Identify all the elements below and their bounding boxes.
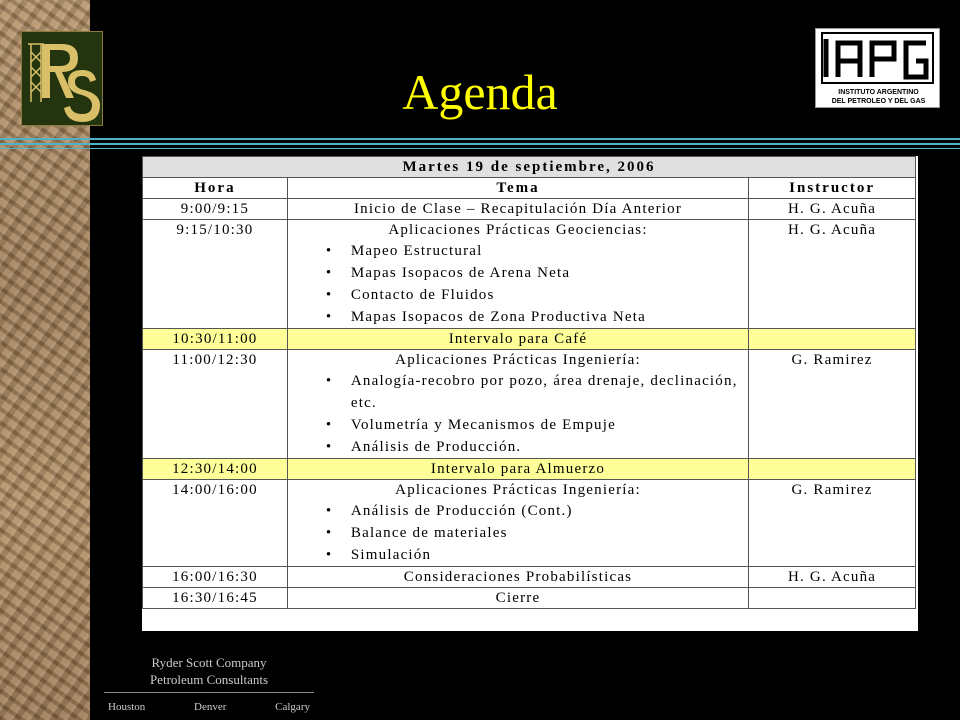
cell-instructor: G. Ramirez bbox=[749, 480, 916, 567]
tema-title: Inicio de Clase – Recapitulación Día Anterior bbox=[353, 201, 683, 217]
session-row bbox=[143, 220, 916, 329]
tema-title: Cierre bbox=[495, 590, 541, 606]
footer-cities bbox=[104, 701, 314, 715]
cell-hora: 9:00/9:15 bbox=[143, 199, 288, 220]
cell-hora: 10:30/11:00 bbox=[143, 329, 288, 350]
divider-rule bbox=[0, 143, 960, 145]
cell-instructor: H. G. Acuña bbox=[749, 220, 916, 329]
cell-tema bbox=[287, 588, 748, 609]
tema-topics bbox=[292, 240, 744, 328]
cell-tema bbox=[287, 350, 748, 459]
tema-title: Aplicaciones Prácticas Ingeniería: bbox=[395, 482, 641, 498]
topic-item: • Volumetría y Mecanismos de Empuje bbox=[326, 414, 744, 436]
cell-tema bbox=[287, 220, 748, 329]
session-row bbox=[143, 588, 916, 609]
tema-title: Intervalo para Café bbox=[448, 331, 588, 347]
session-row bbox=[143, 567, 916, 588]
cell-instructor bbox=[749, 588, 916, 609]
topic-item: • Mapeo Estructural bbox=[326, 240, 744, 262]
topic-item: • Análisis de Producción. bbox=[326, 436, 744, 458]
date-header: Martes 19 de septiembre, 2006 bbox=[143, 157, 916, 178]
company-subtitle: Petroleum Consultants bbox=[149, 672, 269, 687]
date-header-row bbox=[143, 157, 916, 178]
header-hora: Hora bbox=[143, 178, 288, 199]
cell-instructor bbox=[749, 329, 916, 350]
column-header-row bbox=[143, 178, 916, 199]
company-name: Ryder Scott Company bbox=[151, 655, 267, 670]
city-calgary: Calgary bbox=[275, 701, 310, 713]
header-tema: Tema bbox=[287, 178, 748, 199]
tema-title: Consideraciones Probabilísticas bbox=[403, 569, 633, 585]
topic-item: • Contacto de Fluidos bbox=[326, 284, 744, 306]
topic-item: • Simulación bbox=[326, 544, 744, 566]
break-row bbox=[143, 459, 916, 480]
divider-rule bbox=[0, 148, 960, 149]
cell-hora: 14:00/16:00 bbox=[143, 480, 288, 567]
tema-title: Intervalo para Almuerzo bbox=[430, 461, 606, 477]
tema-topics bbox=[292, 500, 744, 566]
cell-tema bbox=[287, 567, 748, 588]
cell-hora: 9:15/10:30 bbox=[143, 220, 288, 329]
cell-instructor: H. G. Acuña bbox=[749, 199, 916, 220]
cell-hora: 12:30/14:00 bbox=[143, 459, 288, 480]
agenda-table bbox=[142, 156, 916, 609]
cell-tema bbox=[287, 480, 748, 567]
topic-item: • Análisis de Producción (Cont.) bbox=[326, 500, 744, 522]
topic-item: • Mapas Isopacos de Zona Productiva Neta bbox=[326, 306, 744, 328]
footer-company bbox=[104, 654, 314, 688]
cell-hora: 16:30/16:45 bbox=[143, 588, 288, 609]
tema-title: Aplicaciones Prácticas Geociencias: bbox=[388, 222, 648, 238]
cell-instructor: H. G. Acuña bbox=[749, 567, 916, 588]
cell-hora: 11:00/12:30 bbox=[143, 350, 288, 459]
city-houston: Houston bbox=[108, 701, 146, 713]
topic-item: • Balance de materiales bbox=[326, 522, 744, 544]
cell-instructor: G. Ramirez bbox=[749, 350, 916, 459]
cell-instructor bbox=[749, 459, 916, 480]
break-row bbox=[143, 329, 916, 350]
slide-title: Agenda bbox=[402, 64, 558, 120]
cell-tema bbox=[287, 329, 748, 350]
cell-tema bbox=[287, 459, 748, 480]
cell-hora: 16:00/16:30 bbox=[143, 567, 288, 588]
topic-item: • Mapas Isopacos de Arena Neta bbox=[326, 262, 744, 284]
tema-title: Aplicaciones Prácticas Ingeniería: bbox=[395, 352, 641, 368]
iapg-logo bbox=[815, 28, 940, 108]
cell-tema bbox=[287, 199, 748, 220]
agenda-table-container bbox=[142, 156, 918, 631]
divider-rule bbox=[0, 138, 960, 140]
topic-item: • Analogía-recobro por pozo, área drenaje, declinación, etc. bbox=[326, 370, 744, 414]
session-row bbox=[143, 350, 916, 459]
footer-divider bbox=[104, 692, 314, 693]
header-instructor: Instructor bbox=[749, 178, 916, 199]
iapg-caption-line1: INSTITUTO ARGENTINO bbox=[838, 89, 919, 96]
city-denver: Denver bbox=[194, 701, 227, 713]
tema-topics bbox=[292, 370, 744, 458]
iapg-mark-icon bbox=[816, 29, 939, 87]
session-row bbox=[143, 480, 916, 567]
session-row bbox=[143, 199, 916, 220]
iapg-caption-line2: DEL PETROLEO Y DEL GAS bbox=[831, 98, 926, 105]
